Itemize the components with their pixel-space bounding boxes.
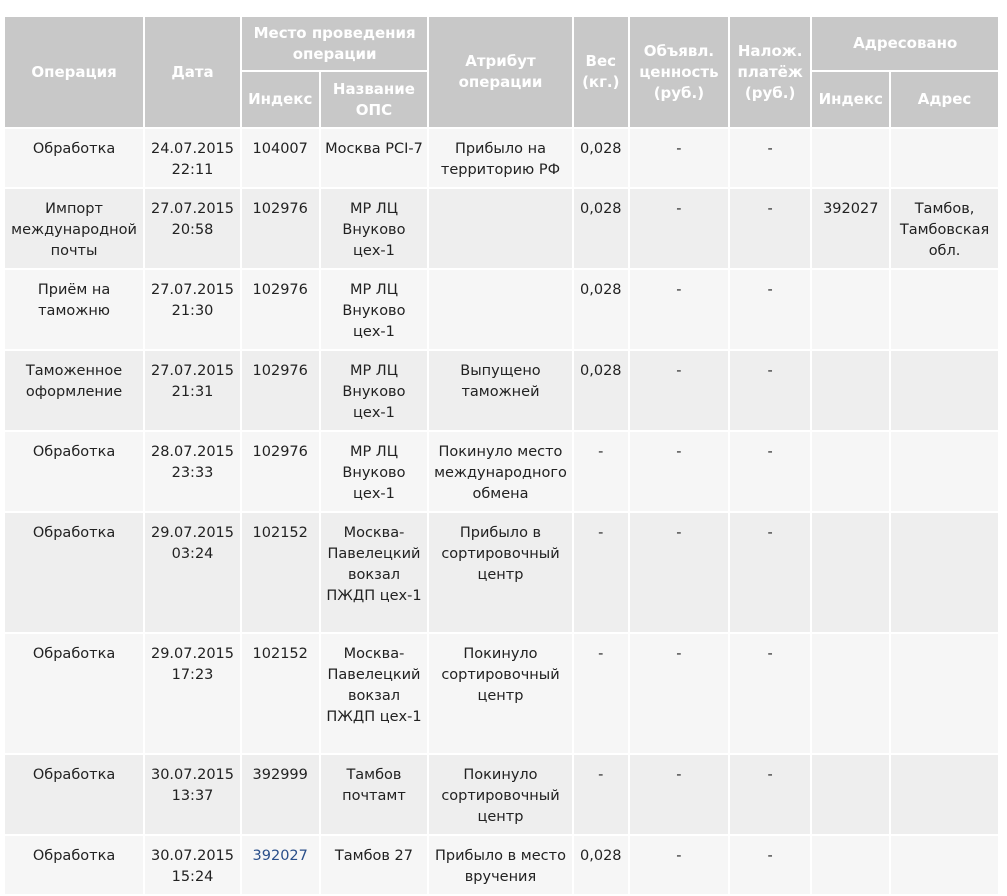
cell-place-name: МР ЛЦ Внуково цех-1 — [321, 189, 428, 268]
cell-operation: Таможенное оформление — [5, 351, 143, 430]
cell-addr — [891, 129, 998, 187]
cell-addr-index — [812, 129, 889, 187]
cell-addr-index — [812, 836, 889, 894]
table-row — [5, 129, 998, 187]
table-header — [5, 17, 998, 127]
cell-declared-value: - — [630, 270, 728, 349]
cell-declared-value: - — [630, 755, 728, 834]
header-addr-index: Индекс — [812, 72, 889, 127]
cell-addr-index: 392027 — [812, 189, 889, 268]
cell-declared-value: - — [630, 351, 728, 430]
cell-addr — [891, 351, 998, 430]
header-declared-value: Объявл. ценность (руб.) — [630, 17, 728, 127]
table-row — [5, 351, 998, 430]
cell-place-name: Москва-Павелецкий вокзал ПЖДП цех-1 — [321, 634, 428, 753]
table-row — [5, 836, 998, 894]
cell-weight: 0,028 — [574, 270, 628, 349]
cell-addr — [891, 755, 998, 834]
cell-place-name: Москва-Павелецкий вокзал ПЖДП цех-1 — [321, 513, 428, 632]
cell-attribute: Прибыло на территорию РФ — [429, 129, 571, 187]
cell-place-index: 102976 — [242, 270, 319, 349]
table-row — [5, 513, 998, 632]
cell-weight: 0,028 — [574, 351, 628, 430]
cell-declared-value: - — [630, 836, 728, 894]
cell-weight: 0,028 — [574, 189, 628, 268]
cell-attribute: Покинуло место международного обмена — [429, 432, 571, 511]
header-attribute: Атрибут операции — [429, 17, 571, 127]
cell-date: 27.07.2015 21:30 — [145, 270, 240, 349]
cell-addr-index — [812, 351, 889, 430]
cell-attribute: Прибыло в место вручения — [429, 836, 571, 894]
cell-addr-index — [812, 513, 889, 632]
cell-date: 28.07.2015 23:33 — [145, 432, 240, 511]
cell-cod: - — [730, 351, 811, 430]
header-addr-address: Адрес — [891, 72, 998, 127]
table-row — [5, 270, 998, 349]
cell-addr-index — [812, 755, 889, 834]
cell-cod: - — [730, 432, 811, 511]
cell-date: 27.07.2015 21:31 — [145, 351, 240, 430]
cell-addr-index — [812, 432, 889, 511]
cell-weight: - — [574, 634, 628, 753]
cell-declared-value: - — [630, 432, 728, 511]
cell-date: 24.07.2015 22:11 — [145, 129, 240, 187]
cell-weight: - — [574, 432, 628, 511]
cell-operation: Обработка — [5, 836, 143, 894]
cell-addr — [891, 513, 998, 632]
cell-weight: 0,028 — [574, 129, 628, 187]
cell-place-name: МР ЛЦ Внуково цех-1 — [321, 432, 428, 511]
cell-operation: Импорт международной почты — [5, 189, 143, 268]
cell-cod: - — [730, 513, 811, 632]
cell-place-index — [242, 836, 319, 894]
cell-addr — [891, 836, 998, 894]
cell-attribute: Покинуло сортировочный центр — [429, 755, 571, 834]
cell-operation: Обработка — [5, 634, 143, 753]
cell-weight: - — [574, 513, 628, 632]
cell-attribute: Покинуло сортировочный центр — [429, 634, 571, 753]
cell-operation: Обработка — [5, 513, 143, 632]
cell-place-index: 102976 — [242, 432, 319, 511]
header-place-name: Название ОПС — [321, 72, 428, 127]
cell-place-index: 102976 — [242, 351, 319, 430]
cell-operation: Обработка — [5, 755, 143, 834]
cell-operation: Обработка — [5, 432, 143, 511]
cell-operation: Обработка — [5, 129, 143, 187]
cell-date: 29.07.2015 17:23 — [145, 634, 240, 753]
tracking-table — [3, 15, 1000, 896]
table-row — [5, 189, 998, 268]
table-body — [5, 129, 998, 894]
cell-addr-index — [812, 270, 889, 349]
cell-addr — [891, 634, 998, 753]
cell-place-index: 392999 — [242, 755, 319, 834]
cell-weight: 0,028 — [574, 836, 628, 894]
cell-place-name: МР ЛЦ Внуково цех-1 — [321, 351, 428, 430]
cell-addr — [891, 432, 998, 511]
cell-declared-value: - — [630, 129, 728, 187]
table-row — [5, 755, 998, 834]
cell-cod: - — [730, 270, 811, 349]
cell-addr-index — [812, 634, 889, 753]
cell-place-name: Тамбов почтамт — [321, 755, 428, 834]
cell-cod: - — [730, 836, 811, 894]
cell-weight: - — [574, 755, 628, 834]
cell-attribute — [429, 189, 571, 268]
table-row — [5, 432, 998, 511]
cell-addr — [891, 270, 998, 349]
cell-place-index: 102152 — [242, 513, 319, 632]
cell-cod: - — [730, 189, 811, 268]
cell-place-name: Тамбов 27 — [321, 836, 428, 894]
cell-date: 29.07.2015 03:24 — [145, 513, 240, 632]
cell-place-index: 104007 — [242, 129, 319, 187]
table-row — [5, 634, 998, 753]
header-place: Место проведения операции — [242, 17, 428, 70]
cell-declared-value: - — [630, 634, 728, 753]
cell-attribute — [429, 270, 571, 349]
cell-date: 27.07.2015 20:58 — [145, 189, 240, 268]
cell-cod: - — [730, 755, 811, 834]
cell-declared-value: - — [630, 513, 728, 632]
header-operation: Операция — [5, 17, 143, 127]
cell-place-name: Москва PCI-7 — [321, 129, 428, 187]
cell-date: 30.07.2015 13:37 — [145, 755, 240, 834]
header-weight: Вес (кг.) — [574, 17, 628, 127]
header-cod: Налож. платёж (руб.) — [730, 17, 811, 127]
cell-operation: Приём на таможню — [5, 270, 143, 349]
postoffice-index-link[interactable]: 392027 — [252, 848, 308, 864]
cell-addr: Тамбов, Тамбовская обл. — [891, 189, 998, 268]
header-addressed: Адресовано — [812, 17, 998, 70]
header-place-index: Индекс — [242, 72, 319, 127]
cell-cod: - — [730, 634, 811, 753]
cell-attribute: Прибыло в сортировочный центр — [429, 513, 571, 632]
cell-place-index: 102152 — [242, 634, 319, 753]
cell-cod: - — [730, 129, 811, 187]
cell-declared-value: - — [630, 189, 728, 268]
cell-date: 30.07.2015 15:24 — [145, 836, 240, 894]
cell-attribute: Выпущено таможней — [429, 351, 571, 430]
header-date: Дата — [145, 17, 240, 127]
cell-place-index: 102976 — [242, 189, 319, 268]
cell-place-name: МР ЛЦ Внуково цех-1 — [321, 270, 428, 349]
